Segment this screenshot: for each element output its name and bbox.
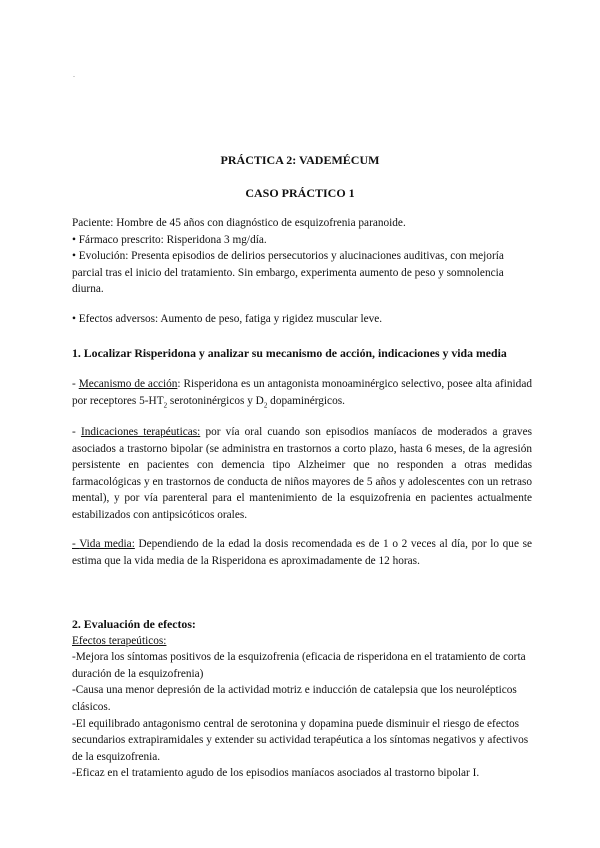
section1-heading: [72, 345, 542, 362]
therapeutic-effects-subheading: Efectos terapeúticos:: [72, 634, 167, 647]
section1-heading-text: 1. Localizar Risperidona y analizar su mecanismo de acción, indicaciones y vida media: [72, 346, 507, 360]
mechanism-paragraph: [72, 376, 532, 409]
indications-paragraph: [72, 424, 532, 524]
mechanism-subscript-2: 2: [263, 400, 268, 409]
case-title: CASO PRÁCTICO 1: [245, 186, 355, 200]
evolution-line: • Evolución: Presenta episodios de delirios persecutorios y alucinaciones auditivas, con mejoría parcial tras el inicio del tratamiento. Sin embargo, experimenta aumento de peso y somnolencia diurna.: [72, 250, 504, 296]
halflife-prefix: -: [72, 538, 80, 550]
mechanism-text-b: serotoninérgicos y D: [167, 394, 264, 407]
adverse-effects-line: [72, 311, 532, 328]
halflife-text: Dependiendo de la edad la dosis recomendada es de 1 o 2 veces al día, por lo que se estima que la vida media de la Risperidona es aproximadamente de 12 horas.: [72, 538, 532, 567]
effect-item: -Mejora los síntomas positivos de la esquizofrenia (eficacia de risperidona en el tratamiento de corta duración de la esquizofrenia): [72, 651, 526, 680]
indications-text: por vía oral cuando son episodios maníacos de moderados a graves asociados a trastorno bipolar (se administra en trastornos a corto plazo, hasta 6 meses, de la agresión persistente en pacientes con demencia tipo Alzheimer que no responden a otras medidas farmacológicas y en trastornos de conducta de niños mayores de 5 años y adolescentes con un retraso mental), y por vía parenteral para el mantenimiento de la esquizofrenia en pacientes actualmente estabilizados con antipsicóticos orales.: [72, 426, 532, 521]
mechanism-label: Mecanismo de acción: [78, 378, 178, 390]
effect-item: -Eficaz en el tratamiento agudo de los episodios maníacos asociados al trastorno bipolar I.: [72, 767, 480, 780]
effect-item: -El equilibrado antagonismo central de serotonina y dopamina puede disminuir el riesgo de efectos secundarios extrapiramidales y extender su actividad terapéutica a los síntomas negativos y afectivos de la esquizofrenia.: [72, 717, 529, 763]
adverse-text: • Efectos adversos: Aumento de peso, fatiga y rigidez muscular leve.: [72, 313, 383, 325]
mechanism-prefix: -: [72, 378, 79, 390]
drug-line: • Fármaco prescrito: Risperidona 3 mg/día.: [72, 233, 267, 246]
mechanism-subscript-1: 2: [163, 400, 168, 409]
indications-label: Indicaciones terapéuticas:: [80, 426, 201, 438]
case-description: [72, 215, 532, 298]
stray-dot: .: [73, 70, 75, 79]
indications-prefix: -: [72, 426, 81, 438]
halflife-label: Vida media:: [79, 538, 135, 550]
mechanism-text-a: : Risperidona es un antagonista monoaminérgico selectivo, posee alta afinidad por receptores 5-HT: [72, 378, 532, 407]
halflife-paragraph: [72, 536, 532, 569]
mechanism-text-c: dopaminérgicos.: [267, 394, 345, 407]
effect-item: -Causa una menor depresión de la actividad motriz e inducción de catalepsia que los neurolépticos clásicos.: [72, 684, 517, 713]
section2-heading: 2. Evaluación de efectos:: [72, 617, 196, 631]
page-title: PRÁCTICA 2: VADEMÉCUM: [220, 153, 380, 167]
section2: [72, 616, 532, 782]
patient-line: Paciente: Hombre de 45 años con diagnóstico de esquizofrenia paranoide.: [72, 217, 406, 229]
